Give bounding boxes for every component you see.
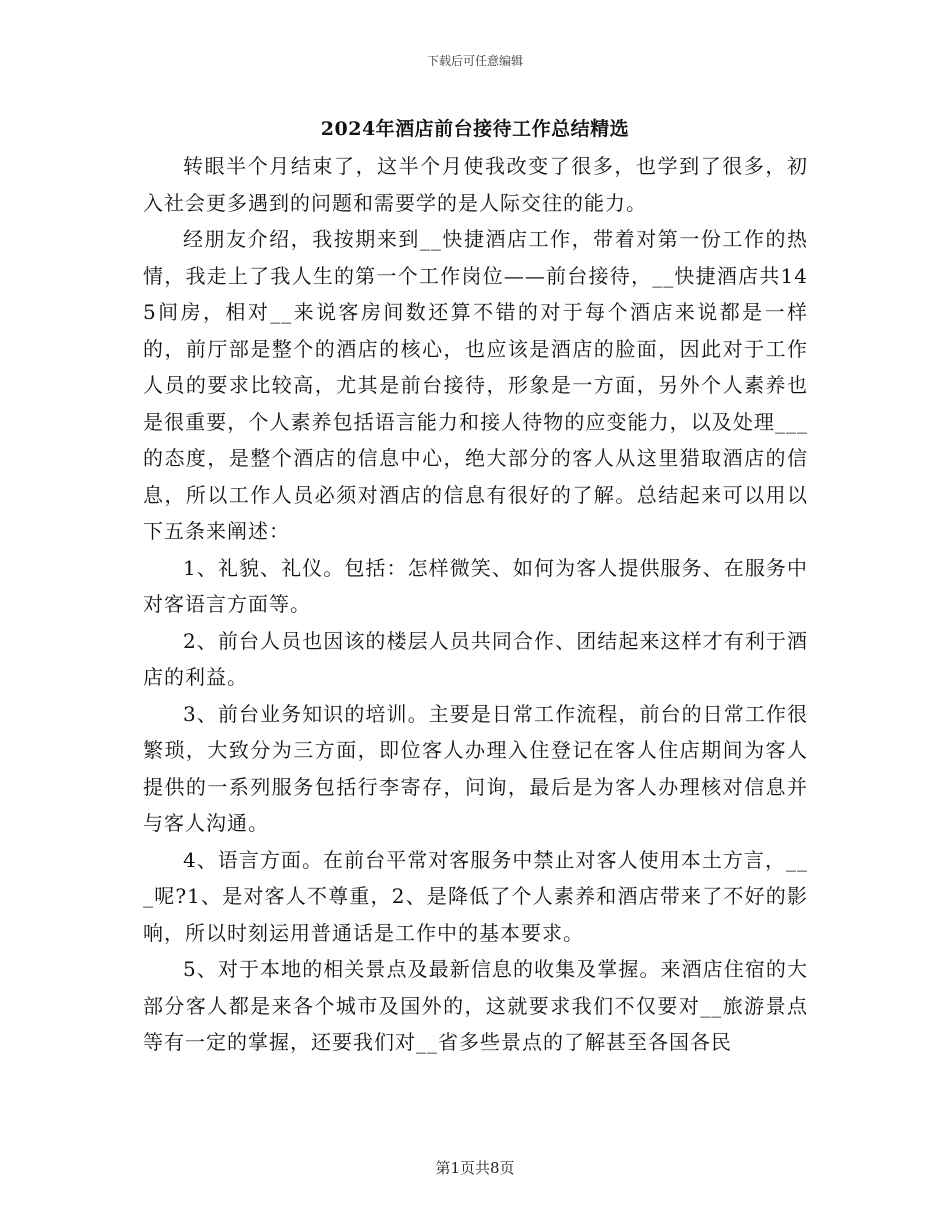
document-title: 2024年酒店前台接待工作总结精选 xyxy=(320,118,630,140)
paragraph-point-4: 4、语言方面。在前台平常对客服务中禁止对客人使用本土方言，___呢?1、是对客人不尊重，2、是降低了个人素养和酒店带来了不好的影响，所以时刻运用普通话是工作中的基本要求。 xyxy=(143,847,808,945)
page-header-note: 下载后可任意编辑 xyxy=(426,54,523,68)
paragraph-point-3: 3、前台业务知识的培训。主要是日常工作流程，前台的日常工作很繁琐，大致分为三方面，即位客人办理入住登记在客人住店期间为客人提供的一系列服务包括行李寄存，问询，最后是为客人办理核对信息并与客人沟通。 xyxy=(143,701,808,835)
paragraph-background: 经朋友介绍，我按期来到__快捷酒店工作，带着对第一份工作的热情，我走上了我人生的第一个工作岗位——前台接待，__快捷酒店共145间房，相对__来说客房间数还算不错的对于每个酒店来说都是一样的，前厅部是整个的酒店的核心，也应该是酒店的脸面，因此对于工作人员的要求比较高，尤其是前台接待，形象是一方面，另外个人素养也是很重要，个人素养包括语言能力和接人待物的应变能力，以及处理___的态度，是整个酒店的信息中心，绝大部分的客人从这里猎取酒店的信息，所以工作人员必须对酒店的信息有很好的了解。总结起来可以用以下五条来阐述： xyxy=(143,227,808,543)
page-number: 第1页共8页 xyxy=(435,1159,515,1177)
paragraph-point-2: 2、前台人员也因该的楼层人员共同合作、团结起来这样才有利于酒店的利益。 xyxy=(143,628,808,689)
document-body xyxy=(143,148,808,1061)
paragraph-point-5: 5、对于本地的相关景点及最新信息的收集及掌握。来酒店住宿的大部分客人都是来各个城市及国外的，这就要求我们不仅要对__旅游景点等有一定的掌握，还要我们对__省多些景点的了解甚至各国各民 xyxy=(143,957,808,1054)
paragraph-intro: 转眼半个月结束了，这半个月使我改变了很多，也学到了很多，初入社会更多遇到的问题和需要学的是人际交往的能力。 xyxy=(143,154,808,215)
paragraph-point-1: 1、礼貌、礼仪。包括：怎样微笑、如何为客人提供服务、在服务中对客语言方面等。 xyxy=(143,555,808,616)
